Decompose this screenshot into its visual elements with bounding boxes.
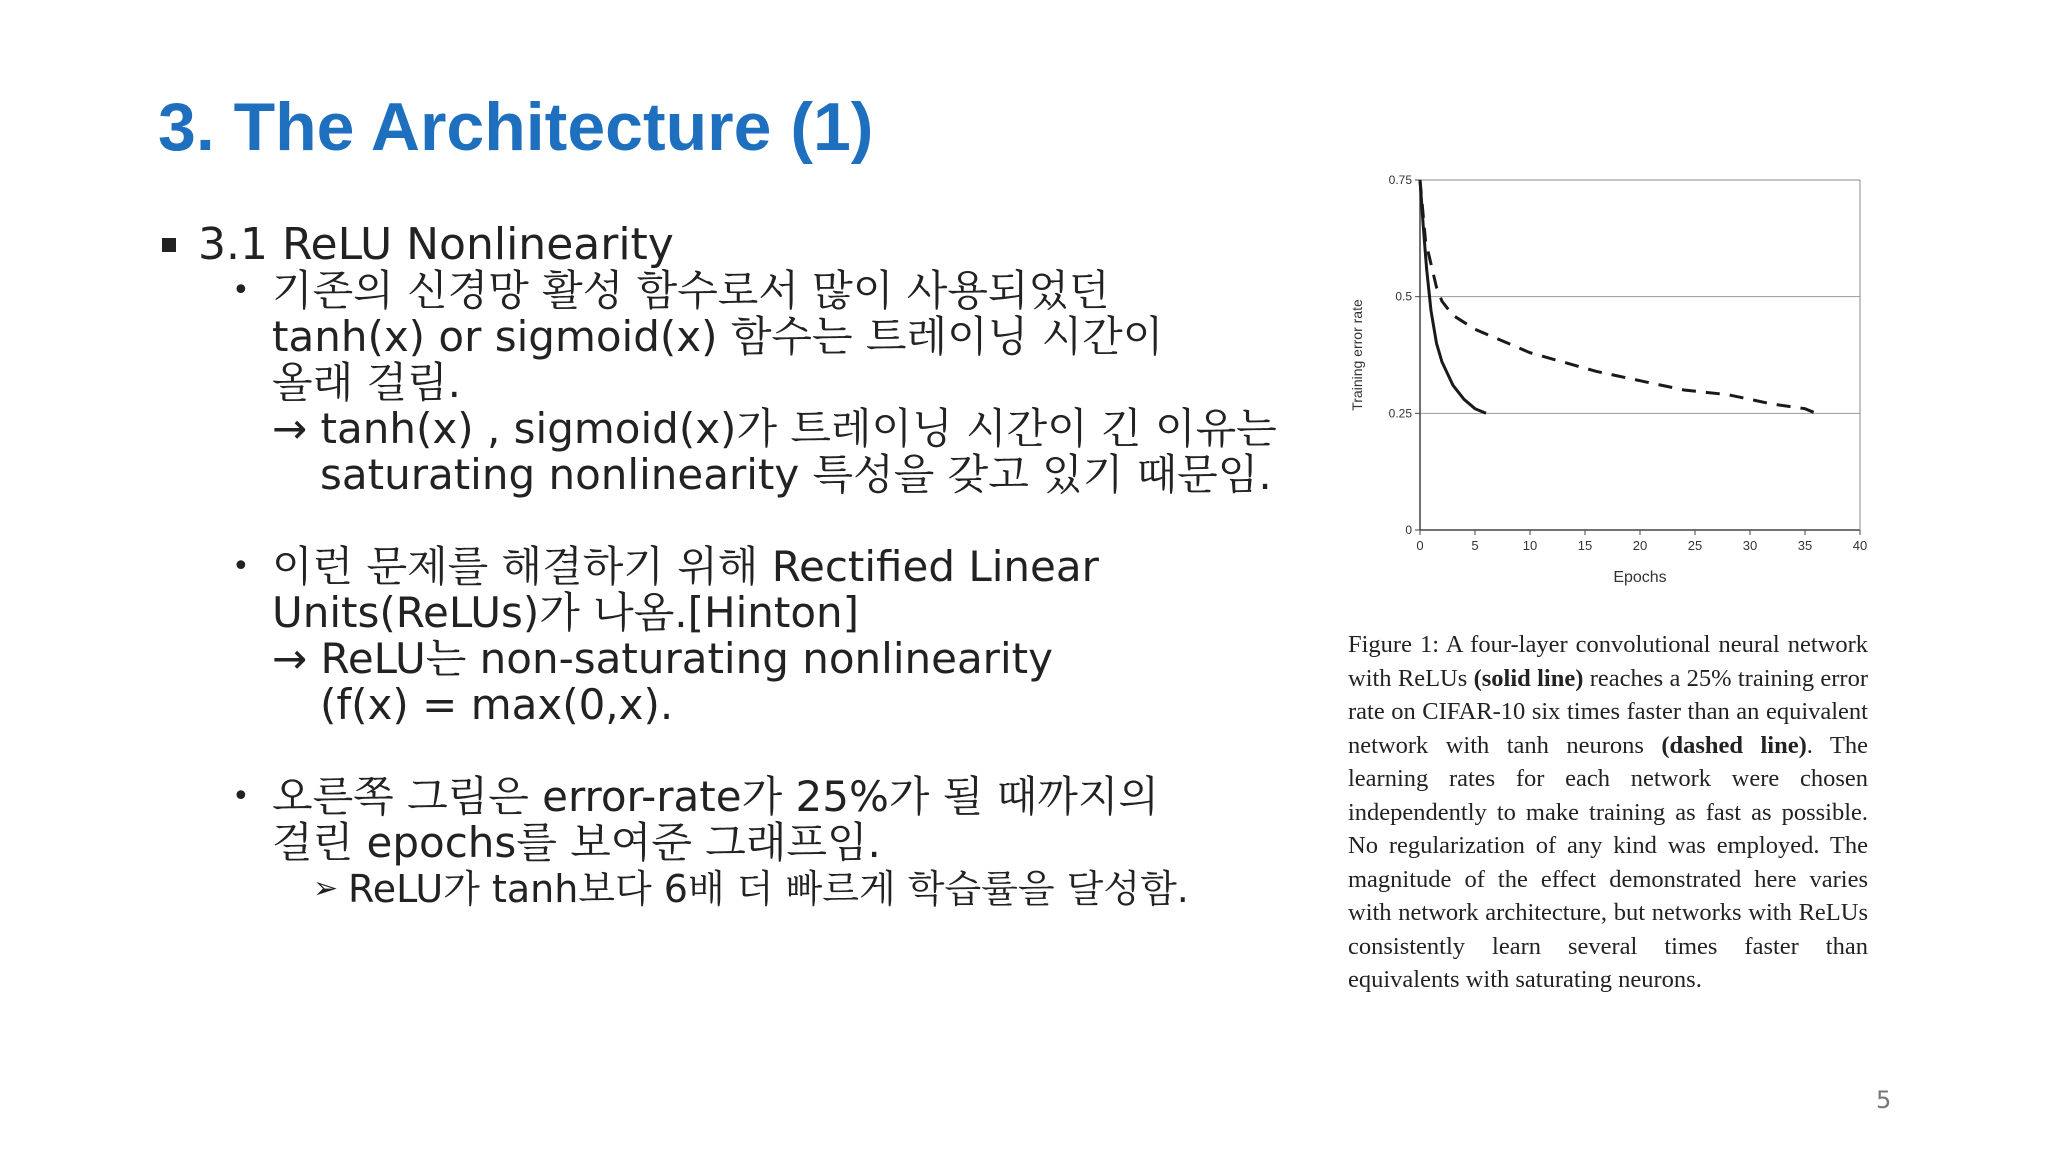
bullet-3-subitem <box>158 866 1308 912</box>
caption-text: A four-layer convolutional neural network with ReLUs <box>1348 631 1868 692</box>
y-axis-label: Training error rate <box>1349 299 1365 411</box>
bullet-2-arrow-line: (f(x) = max(0,x). <box>320 680 674 729</box>
bullet-1-line: 올래 걸림. <box>272 358 461 407</box>
caption-text: (solid line) <box>1473 664 1584 692</box>
page-number: 5 <box>1876 1086 1892 1114</box>
dot-bullet-icon: • <box>232 549 250 584</box>
y-tick-label: 0.25 <box>1388 406 1412 421</box>
x-tick-label: 15 <box>1577 538 1593 553</box>
x-tick-label: 10 <box>1522 538 1538 553</box>
y-tick-label: 0.5 <box>1395 289 1412 304</box>
caption-text: . The learning rates for each network were chosen independently to make training as fast as possible. No regularization of any kind was employed. The magnitude of the effect demonstrated here varies with network architecture, but networks with ReLUs consistently learn several times faster than equivalents with saturating neurons. <box>1348 731 1868 993</box>
y-tick-label: 0.75 <box>1388 173 1412 187</box>
arrowhead-bullet-icon: ➢ <box>313 871 339 906</box>
caption-text: (dashed line) <box>1661 731 1807 759</box>
bullet-2-line: Units(ReLUs)가 나옴.[Hinton] <box>272 588 860 637</box>
bullet-3-line: 오른쪽 그림은 error-rate가 25%가 될 때까지의 <box>272 772 1160 821</box>
y-tick-label: 0 <box>1405 523 1412 537</box>
x-tick-label: 40 <box>1852 538 1868 553</box>
bullet-2-line: 이런 문제를 해결하기 위해 Rectified Linear <box>272 542 1099 591</box>
x-axis-label: Epochs <box>1613 569 1667 586</box>
bullet-1-arrow-line: saturating nonlinearity 특성을 갖고 있기 때문임. <box>320 450 1272 499</box>
x-tick-label: 5 <box>1471 538 1479 553</box>
caption-label: Figure 1: <box>1348 631 1440 658</box>
dot-bullet-icon: • <box>232 273 250 308</box>
caption-text: reaches a 25% training error rate on CIFAR-10 six times faster than an equivalent network with tanh neurons <box>1348 664 1868 759</box>
dot-bullet-icon: • <box>232 779 250 814</box>
bullet-2 <box>158 544 1308 728</box>
x-tick-label: 35 <box>1797 538 1813 553</box>
square-bullet-icon <box>162 238 176 252</box>
x-tick-label: 20 <box>1632 538 1648 553</box>
bullet-1-line: tanh(x) or sigmoid(x) 함수는 트레이닝 시간이 <box>272 312 1164 361</box>
slide-content <box>158 219 1308 912</box>
bullet-1-line: 기존의 신경망 활성 함수로서 많이 사용되었던 <box>272 266 1110 315</box>
section-title: 3.1 ReLU Nonlinearity <box>198 219 674 270</box>
section-heading <box>158 219 1308 270</box>
bullet-1-arrow-line: → tanh(x) , sigmoid(x)가 트레이닝 시간이 긴 이유는 <box>272 404 1277 453</box>
figure-caption <box>1348 628 1868 997</box>
slide-title: 3. The Architecture (1) <box>158 89 874 165</box>
bullet-3-subitem-text: ReLU가 tanh보다 6배 더 빠르게 학습률을 달성함. <box>348 867 1189 911</box>
training-error-chart <box>1340 168 1880 598</box>
x-tick-label: 0 <box>1416 538 1424 553</box>
bullet-3-line: 걸린 epochs를 보여준 그래프임. <box>272 818 881 867</box>
x-tick-label: 25 <box>1687 538 1703 553</box>
x-tick-label: 30 <box>1742 538 1758 553</box>
bullet-2-arrow-line: → ReLU는 non-saturating nonlinearity <box>272 634 1053 683</box>
bullet-1 <box>158 268 1308 498</box>
bullet-3 <box>158 774 1308 866</box>
